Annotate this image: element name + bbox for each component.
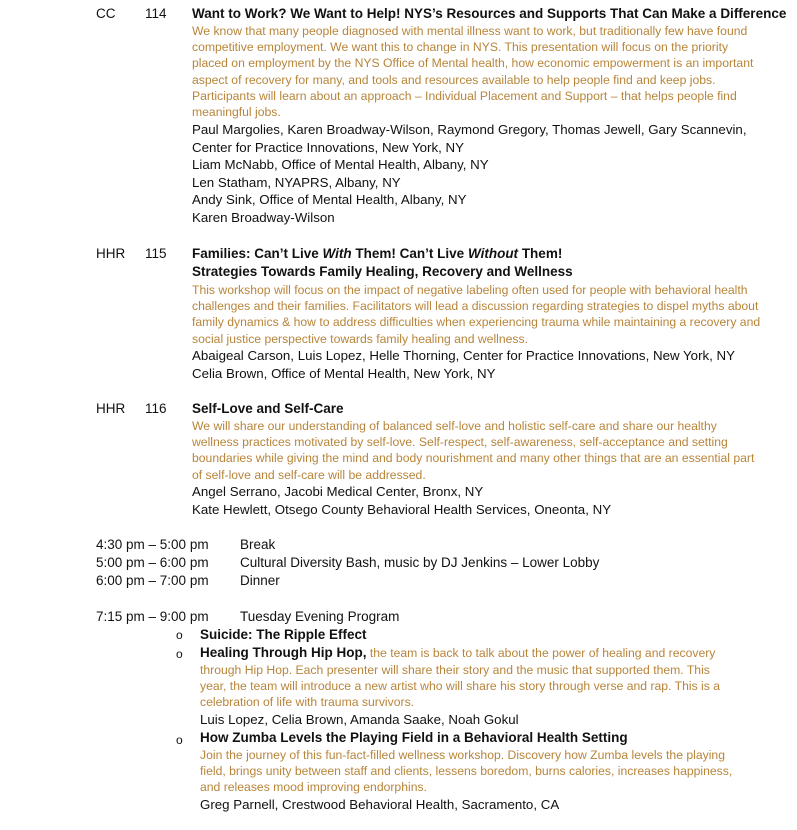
bullet-circle-icon: o (176, 628, 183, 642)
description-line: through Hip Hop. Each presenter will share their story and the music that supported them. This (200, 663, 710, 677)
evening-item-title (200, 645, 715, 660)
bullet-circle-icon: o (176, 647, 183, 661)
presenter-line: Karen Broadway-Wilson (192, 209, 335, 225)
evening-item-presenters: Luis Lopez, Celia Brown, Amanda Saake, Noah Gokul (200, 712, 519, 727)
schedule-time: 4:30 pm – 5:00 pm (96, 537, 209, 552)
title-part-italic: With (322, 246, 352, 261)
schedule-event: Dinner (240, 573, 280, 588)
schedule-time: 5:00 pm – 6:00 pm (96, 555, 209, 570)
session-116-description (192, 418, 782, 483)
schedule-event: Tuesday Evening Program (240, 609, 400, 624)
session-114-description (192, 23, 782, 120)
evening-item-title: How Zumba Levels the Playing Field in a Behavioral Health Setting (200, 730, 628, 745)
description-line: competitive employment. We want this to change in NYS. This presentation will focus on the priority (192, 40, 729, 55)
title-part-italic: Without (467, 246, 519, 261)
session-114-track: CC (96, 6, 116, 21)
session-115-presenters (192, 347, 735, 382)
schedule-event: Break (240, 537, 276, 552)
session-114-number: 114 (145, 6, 167, 21)
bullet-circle-icon: o (176, 733, 183, 747)
description-line: social justice perspective towards family healing and wellness. (192, 331, 528, 346)
description-line: placed on employment by the NYS Office of Mental health, how economic empowerment is an important (192, 56, 754, 71)
description-line: meaningful jobs. (192, 105, 281, 120)
description-line: field, brings unity between staff and clients, lessens boredom, burns calories, increases happiness, (200, 764, 733, 779)
schedule-event: Cultural Diversity Bash, music by DJ Jenkins – Lower Lobby (240, 555, 600, 570)
description-line: wellness practices motivated by self-love. Self-respect, self-awareness, self-acceptance and setting (192, 435, 728, 450)
title-part: Them! Can’t Live (351, 246, 468, 261)
title-part: Them! (518, 246, 563, 261)
description-line: Join the journey of this fun-fact-filled wellness workshop. Discovery how Zumba levels the playing (200, 748, 725, 762)
session-115-subtitle: Strategies Towards Family Healing, Recovery and Wellness (192, 264, 573, 279)
presenter-line: Len Statham, NYAPRS, Albany, NY (192, 174, 401, 190)
evening-item-title: Suicide: The Ripple Effect (200, 627, 367, 642)
evening-item-description (200, 747, 780, 796)
session-115-number: 115 (145, 246, 167, 261)
session-115-title (192, 246, 562, 261)
evening-item-inline-description: the team is back to talk about the power of healing and recovery (366, 646, 716, 660)
presenter-line: Andy Sink, Office of Mental Health, Albany, NY (192, 192, 467, 207)
presenter-line: Celia Brown, Office of Mental Health, New York, NY (192, 365, 496, 381)
description-line: We know that many people diagnosed with mental illness want to work, but traditionally few have found (192, 24, 748, 38)
description-line: celebration of life with trauma survivors. (200, 695, 415, 710)
presenter-line: Paul Margolies, Karen Broadway-Wilson, Raymond Gregory, Thomas Jewell, Gary Scannevin, (192, 122, 747, 137)
session-116-presenters (192, 483, 611, 518)
session-116-track: HHR (96, 401, 126, 416)
description-line: We will share our understanding of balanced self-love and holistic self-care and share our healthy (192, 419, 717, 433)
description-line: of self-love and self-care will be addressed. (192, 467, 426, 482)
presenter-line: Center for Practice Innovations, New York, NY (192, 139, 464, 155)
session-114-presenters (192, 121, 747, 226)
description-line: family dynamics & how to address difficulties when experiencing trauma while maintaining a recovery and (192, 315, 761, 330)
session-115-description (192, 282, 782, 347)
session-116-number: 116 (145, 401, 167, 416)
description-line: challenges and their families. Facilitators will lead a discussion regarding strategies to dispel myths about (192, 299, 759, 314)
description-line: and releases mood improving endorphins. (200, 780, 427, 795)
schedule-time: 7:15 pm – 9:00 pm (96, 609, 209, 624)
evening-item-presenters: Greg Parnell, Crestwood Behavioral Health, Sacramento, CA (200, 797, 560, 812)
schedule-time: 6:00 pm – 7:00 pm (96, 573, 209, 588)
description-line: Participants will learn about an approach – Individual Placement and Support – that helps people find (192, 88, 737, 103)
evening-item-heading: Healing Through Hip Hop, (200, 645, 367, 660)
presenter-line: Kate Hewlett, Otsego County Behavioral Health Services, Oneonta, NY (192, 501, 612, 517)
description-line: aspect of recovery for many, and tools and resources available to help people find and keep jobs. (192, 72, 716, 87)
title-part: Families: Can’t Live (192, 246, 323, 261)
description-line: This workshop will focus on the impact of negative labeling often used for people with behavioral health (192, 283, 748, 297)
session-114-title: Want to Work? We Want to Help! NYS’s Resources and Supports That Can Make a Difference (192, 6, 787, 21)
description-line: boundaries while giving the mind and body nourishment and many other things that are an essential part (192, 451, 755, 466)
evening-item-description (200, 662, 780, 711)
session-115-track: HHR (96, 246, 126, 261)
presenter-line: Liam McNabb, Office of Mental Health, Albany, NY (192, 157, 489, 172)
session-116-title: Self-Love and Self-Care (192, 401, 344, 416)
presenter-line: Angel Serrano, Jacobi Medical Center, Bronx, NY (192, 484, 484, 499)
presenter-line: Abaigeal Carson, Luis Lopez, Helle Thorning, Center for Practice Innovations, New York, NY (192, 348, 736, 363)
description-line: year, the team will introduce a new artist who will share his story through verse and rap. This is a (200, 679, 721, 694)
